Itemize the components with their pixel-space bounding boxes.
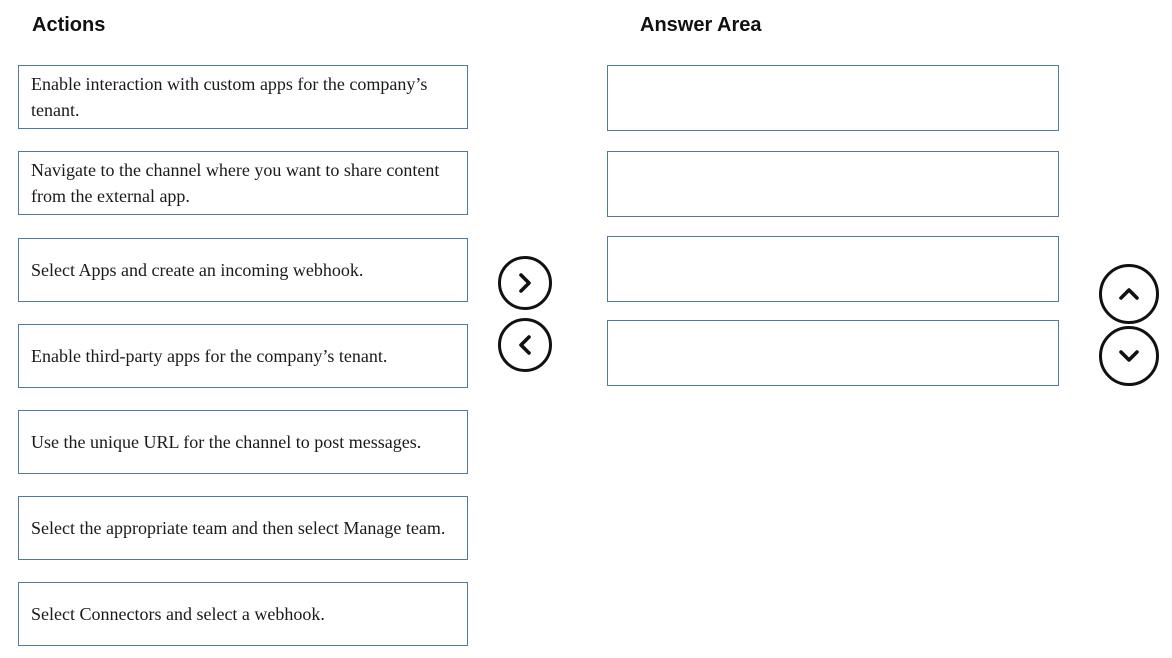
action-item-label: Enable interaction with custom apps for the company’s tenant.	[31, 74, 428, 120]
action-item-label: Select Connectors and select a webhook.	[31, 604, 325, 624]
answer-area-heading: Answer Area	[640, 14, 762, 36]
chevron-right-icon	[513, 271, 537, 295]
action-item-enable-custom-apps[interactable]	[18, 65, 468, 129]
action-item-select-apps-webhook[interactable]	[18, 238, 468, 302]
action-item-use-unique-url[interactable]	[18, 410, 468, 474]
action-item-select-team-manage[interactable]	[18, 496, 468, 560]
answer-slot-4[interactable]	[607, 320, 1059, 386]
action-item-enable-third-party-apps[interactable]	[18, 324, 468, 388]
chevron-up-icon	[1117, 282, 1141, 306]
answer-slot-1[interactable]	[607, 65, 1059, 131]
answer-slot-2[interactable]	[607, 151, 1059, 217]
move-left-button[interactable]	[498, 318, 552, 372]
action-item-select-connectors[interactable]	[18, 582, 468, 646]
chevron-down-icon	[1117, 344, 1141, 368]
answer-slot-3[interactable]	[607, 236, 1059, 302]
move-right-button[interactable]	[498, 256, 552, 310]
move-down-button[interactable]	[1099, 326, 1159, 386]
move-up-button[interactable]	[1099, 264, 1159, 324]
actions-heading: Actions	[32, 14, 106, 36]
action-item-label: Navigate to the channel where you want to share content from the external app.	[31, 160, 440, 206]
action-item-label: Select the appropriate team and then select Manage team.	[31, 518, 446, 538]
chevron-left-icon	[513, 333, 537, 357]
action-item-label: Use the unique URL for the channel to post messages.	[31, 432, 422, 452]
action-item-label: Select Apps and create an incoming webhook.	[31, 260, 364, 280]
action-item-label: Enable third-party apps for the company’s tenant.	[31, 346, 388, 366]
action-item-navigate-channel[interactable]	[18, 151, 468, 215]
